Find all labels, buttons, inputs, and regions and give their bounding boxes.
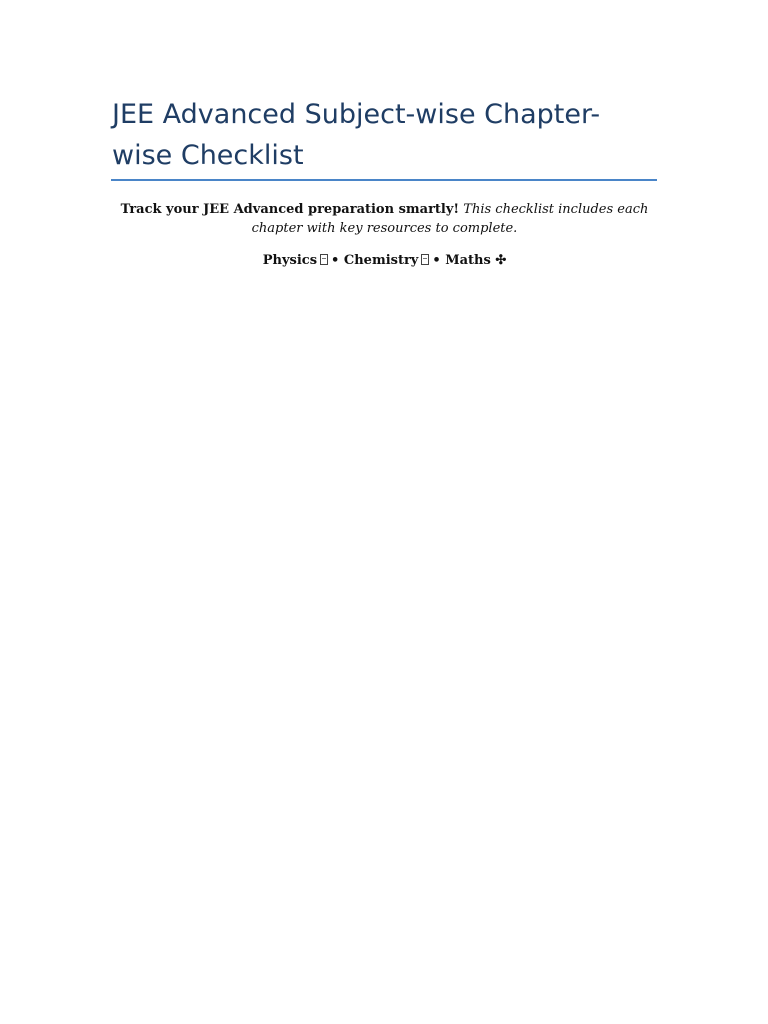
missing-glyph-icon xyxy=(320,254,328,265)
subjects-line xyxy=(112,251,657,270)
subject-physics-label: Physics xyxy=(262,253,318,268)
intro-paragraph xyxy=(112,200,657,238)
title-underline xyxy=(111,179,657,181)
subject-separator: • xyxy=(432,253,441,268)
subject-chemistry-label: Chemistry xyxy=(343,253,419,268)
plus-cross-icon: ✣ xyxy=(495,253,507,268)
subject-maths-label: Maths xyxy=(445,253,491,268)
missing-glyph-icon xyxy=(421,254,429,265)
intro-lead-text: Track your JEE Advanced preparation smartly! xyxy=(120,202,460,217)
subject-separator: • xyxy=(331,253,340,268)
document-title: JEE Advanced Subject-wise Chapter-wise Checklist xyxy=(112,99,601,171)
intro-body-text: This checklist includes each chapter with key resources to complete. xyxy=(251,202,649,236)
